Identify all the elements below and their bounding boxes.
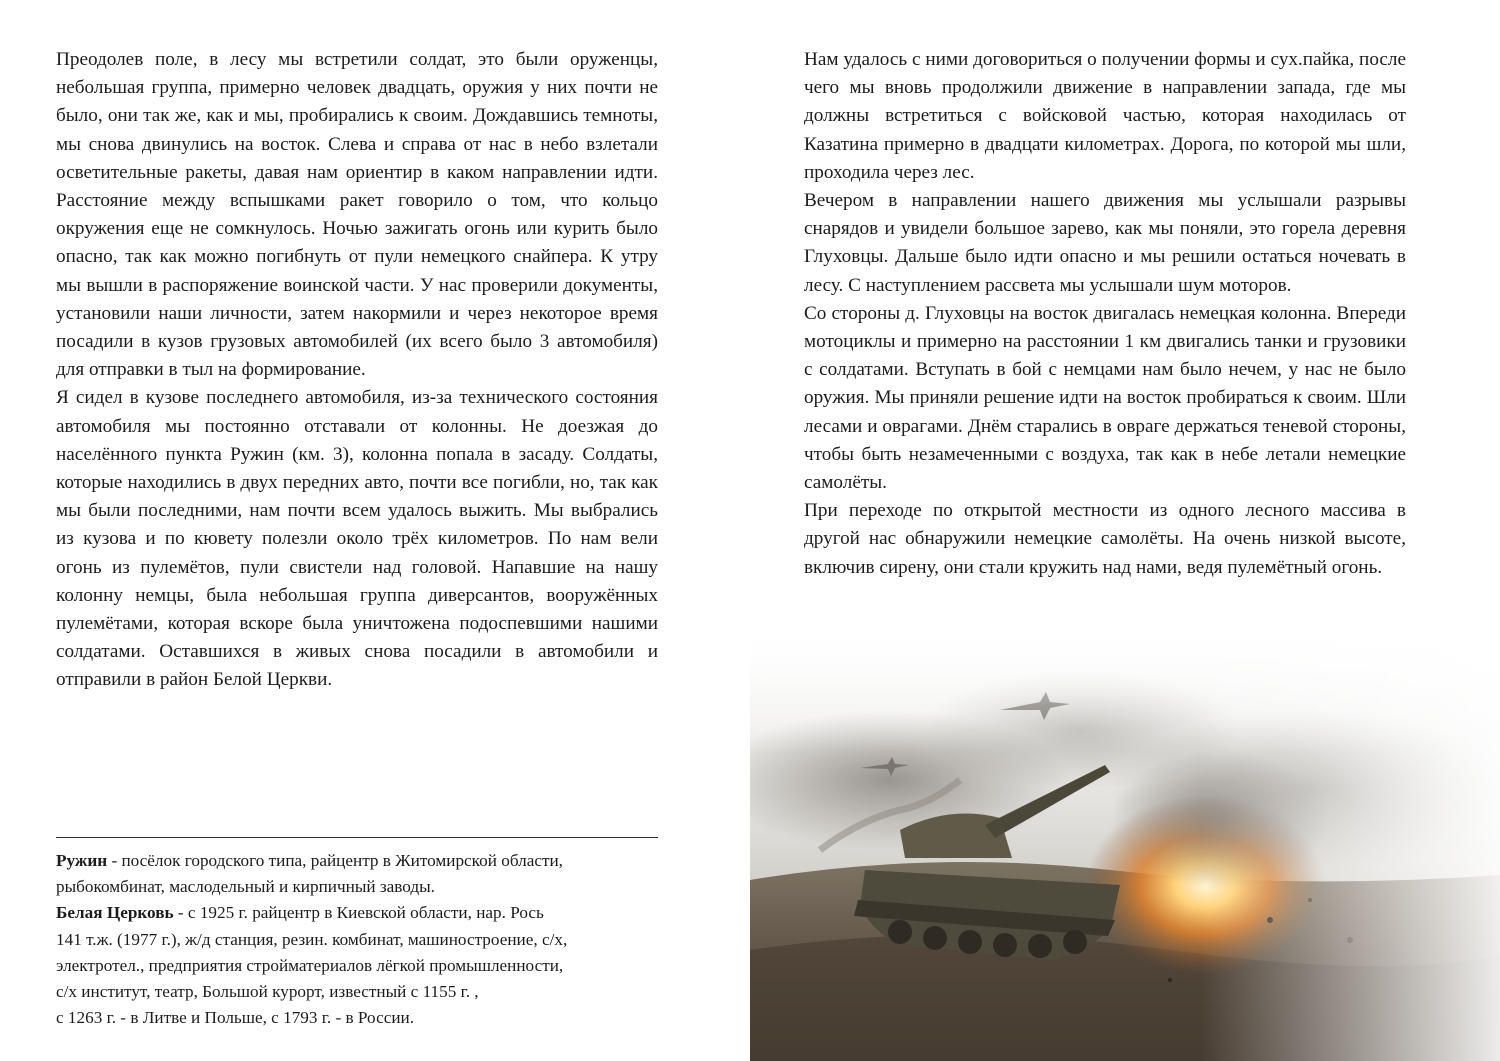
footnote-line: с/х институт, театр, Большой курорт, известный с 1155 г. , <box>56 982 479 1002</box>
footnote-line: - с 1925 г. райцентр в Киевской области, нар. Рось <box>173 903 544 923</box>
footnote-line: 141 т.ж. (1977 г.), ж/д станция, резин. комбинат, машиностроение, с/х, <box>56 929 568 949</box>
footnote-line: - посёлок городского типа, райцентр в Житомирской области, <box>107 851 563 870</box>
battle-illustration <box>750 620 1500 1061</box>
right-body-text <box>804 46 1406 582</box>
footnote-divider <box>56 837 658 838</box>
paragraph: Преодолев поле, в лесу мы встретили солдат, это были оруженцы, небольшая группа, примерно человек двадцать, оружия у них почти не было, они так же, как и мы, пробирались к своим. Дождавшись темноты, мы снова двинулись на восток. Слева и справа от нас в небо взлетали осветительные ракеты, давая нам ориентир в каком направлении идти. Расстояние между вспышками ракет говорило о том, что кольцо окружения еще не сомкнулось. Ночью зажигать огонь или курить было опасно, так как можно погибнуть от пули немецкого снайпера. К утру мы вышли в распоряжение воинской части. У нас проверили документы, установили наши личности, затем накормили и через некоторое время посадили в кузов грузовых автомобилей (их всего было 3 автомобиля) для отправки в тыл на формирование. <box>56 49 658 381</box>
paragraph: Вечером в направлении нашего движения мы услышали разрывы снарядов и увидели большое зарево, как мы поняли, это горела деревня Глуховцы. Дальше было идти опасно и мы решили остаться ночевать в лесу. С наступлением рассвета мы услышали шум моторов. <box>804 190 1406 296</box>
footnote-belaya-tserkov <box>56 900 658 926</box>
footnote-line: электротел., предприятия стройматериалов лёгкой промышленности, <box>56 955 564 975</box>
right-page <box>750 0 1500 1061</box>
footnote-ruzhin <box>56 848 658 874</box>
paragraph: Я сидел в кузове последнего автомобиля, из-за технического состояния автомобиля мы постоянно отставали от колонны. Не доезжая до населённого пункта Ружин (км. 3), колонна попала в засаду. Солдаты, которые находились в двух передних авто, почти все погибли, но, так как мы были последними, нам почти всем удалось выжить. Мы выбрались из кузова и по кювету полезли около трёх километров. По нам вели огонь из пулемётов, пули свистели над головой. Напавшие на нашу колонну немцы, была небольшая группа диверсантов, вооружённых пулемётами, которая вскоре была уничтожена подоспевшими нашими солдатами. Оставшихся в живых снова посадили в автомобили и отправили в район Белой Церкви. <box>56 387 658 691</box>
paragraph: Со стороны д. Глуховцы на восток двигалась немецкая колонна. Впереди мотоциклы и примерно на расстоянии 1 км двигались танки и грузовики с солдатами. Вступать в бой с немцами нам было нечем, у нас не было оружия. Мы приняли решение идти на восток пробираться к своим. Шли лесами и оврагами. Днём старались в овраге держаться теневой стороны, чтобы быть незамеченными с воздуха, так как в небе летали немецкие самолёты. <box>804 302 1406 494</box>
paragraph: Нам удалось с ними договориться о получении формы и сух.пайка, после чего мы вновь продолжили движение в направлении запада, где мы должны встретиться с войсковой частью, которая находилась от Казатина примерно в двадцати километрах. Дорога, по которой мы шли, проходила через лес. <box>804 49 1406 183</box>
footnote-term: Белая Церковь <box>56 903 174 923</box>
footnote-line: с 1263 г. - в Литве и Польше, с 1793 г. - в России. <box>56 1008 415 1028</box>
footnote-line: рыбокомбинат, маслодельный и кирпичный заводы. <box>56 877 435 897</box>
paragraph: При переходе по открытой местности из одного лесного массива в другой нас обнаружили немецкие самолёты. На очень низкой высоте, включив сирену, они стали кружить над нами, ведя пулемётный огонь. <box>804 500 1406 578</box>
footnote-term: Ружин <box>56 851 108 870</box>
left-body-text <box>56 46 658 695</box>
footnotes <box>56 848 658 1031</box>
